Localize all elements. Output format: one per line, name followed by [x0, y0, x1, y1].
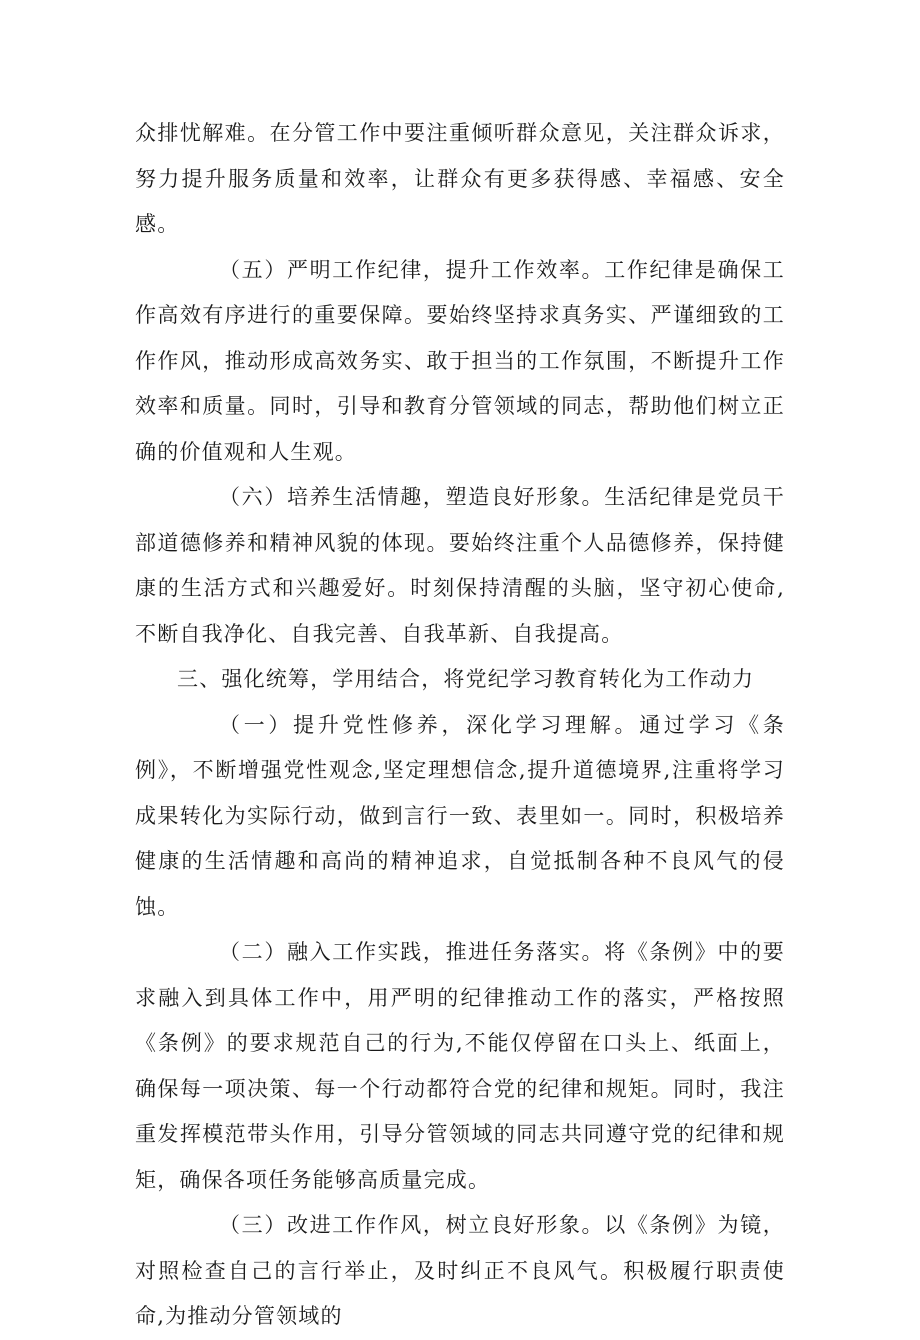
paragraph-section-6: （六）培养生活情趣，塑造良好形象。生活纪律是党员干部道德修养和精神风貌的体现。要始终注重个人品德修养，保持健康的生活方式和兴趣爱好。时刻保持清醒的头脑，坚守初心使命,不断自我净化、自我完善、自我革新、自我提高。 [135, 485, 785, 646]
document-body [135, 111, 785, 1340]
section-heading-3: 三、强化统筹，学用结合，将党纪学习教育转化为工作动力 [177, 667, 755, 691]
paragraph-subsection-1: （一）提升党性修养，深化学习理解。通过学习《条例》，不断增强党性观念,坚定理想信念,提升道德境界,注重将学习成果转化为实际行动，做到言行一致、表里如一。同时，积极培养健康的生活情趣和高尚的精神追求，自觉抵制各种不良风气的侵蚀。 [135, 712, 785, 919]
paragraph-continuation: 众排忧解难。在分管工作中要注重倾听群众意见，关注群众诉求，努力提升服务质量和效率，让群众有更多获得感、幸福感、安全感。 [135, 121, 785, 236]
paragraph-subsection-2: （二）融入工作实践，推进任务落实。将《条例》中的要求融入到具体工作中，用严明的纪律推动工作的落实，严格按照《条例》的要求规范自己的行为,不能仅停留在口头上、纸面上，确保每一项决策、每一个行动都符合党的纪律和规矩。同时，我注重发挥模范带头作用，引导分管领域的同志共同遵守党的纪律和规矩，确保各项任务能够高质量完成。 [135, 940, 785, 1192]
paragraph-subsection-3: （三）改进工作作风，树立良好形象。以《条例》为镜，对照检查自己的言行举止，及时纠正不良风气。积极履行职责使命,为推动分管领域的 [135, 1213, 785, 1328]
paragraph-section-5: （五）严明工作纪律，提升工作效率。工作纪律是确保工作高效有序进行的重要保障。要始终坚持求真务实、严谨细致的工作作风，推动形成高效务实、敢于担当的工作氛围，不断提升工作效率和质量。同时，引导和教育分管领域的同志，帮助他们树立正确的价值观和人生观。 [135, 257, 785, 464]
